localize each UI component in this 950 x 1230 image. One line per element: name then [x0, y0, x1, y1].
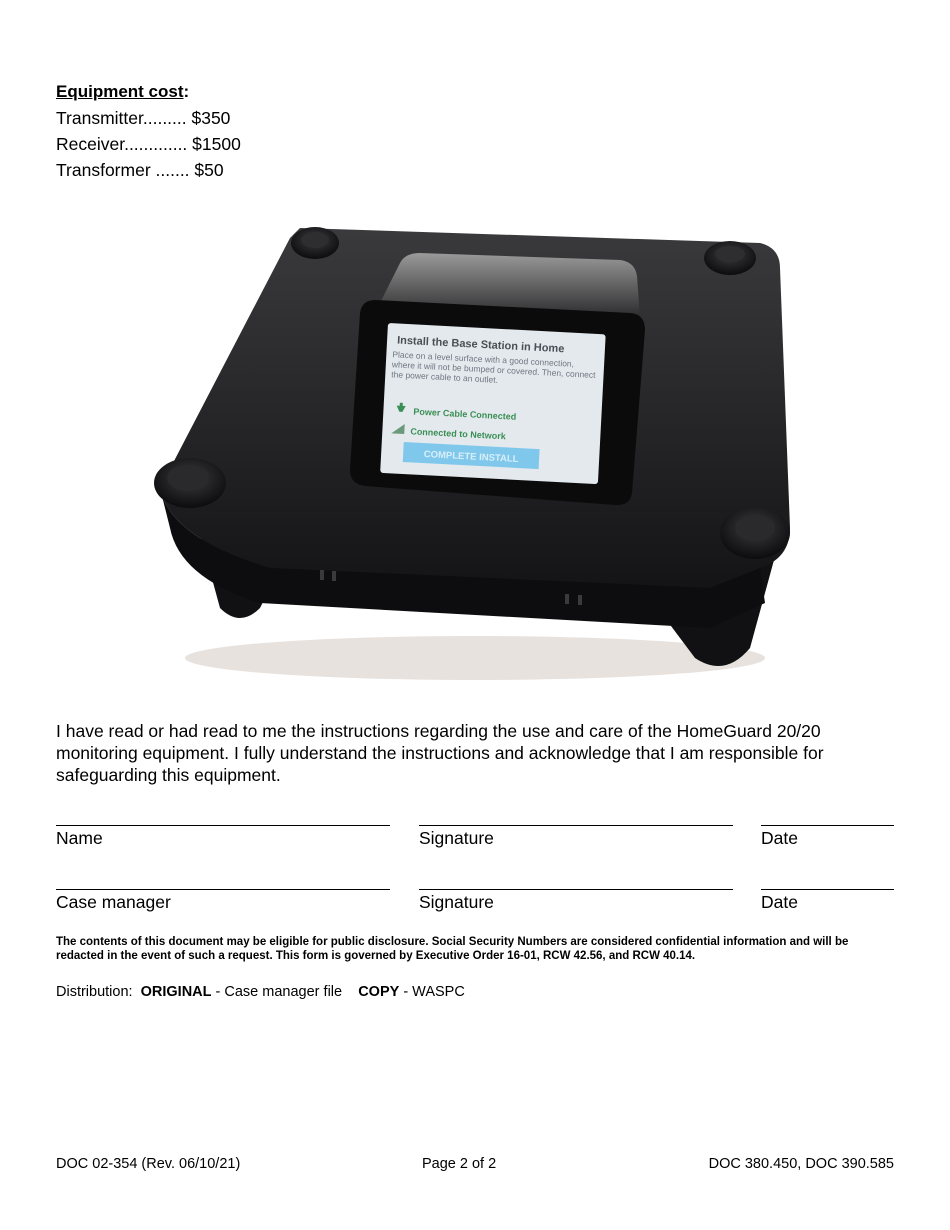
screen-title: Install the Base Station in Home: [396, 334, 565, 356]
name-line[interactable]: [56, 825, 390, 826]
distribution-line: Distribution: ORIGINAL - Case manager file COPY - WASPC: [56, 984, 465, 1000]
name-label: Name: [56, 828, 103, 848]
case-manager-signature-line[interactable]: [419, 889, 733, 890]
date-label: Date: [761, 828, 798, 848]
status-network: Connected to Network: [410, 426, 507, 442]
status-power: Power Cable Connected: [413, 406, 517, 422]
foot-bumper-top-right: [704, 241, 756, 275]
signature-line[interactable]: [419, 825, 733, 826]
signature-label: Signature: [419, 828, 494, 848]
base-station-photo: [150, 208, 800, 688]
equipment-cost-heading: Equipment cost:: [56, 82, 190, 101]
case-manager-label: Case manager: [56, 892, 171, 912]
case-manager-signature-label: Signature: [419, 892, 494, 912]
svg-text:COMPLETE INSTALL: COMPLETE INSTALL: [423, 449, 519, 466]
screen-body: Place on a level surface with a good connection, where it will not be bumped or covered. Then, connect the power cable to an outlet.: [391, 349, 596, 385]
public-disclosure-notice: The contents of this document may be eligible for public disclosure. Social Security Numbers are considered confidential information and will be redacted in the event of such a request. This form is governed by Executive Order 16-01, RCW 42.56, and RCW 40.14.: [56, 936, 849, 962]
footer-form-number: DOC 02-354 (Rev. 06/10/21): [56, 1156, 241, 1172]
case-manager-line[interactable]: [56, 889, 390, 890]
foot-bumper-top-left: [291, 227, 339, 259]
case-manager-date-label: Date: [761, 892, 798, 912]
footer-page-number: Page 2 of 2: [422, 1156, 497, 1172]
footer-references: DOC 380.450, DOC 390.585: [708, 1156, 894, 1172]
acknowledgement-statement: I have read or had read to me the instructions regarding the use and care of the HomeGuard 20/20 monitoring equipment. I fully understand the instructions and acknowledge that I am responsible for safeguarding this equipment.: [56, 721, 824, 785]
cost-line-transformer: Transformer ....... $50: [56, 160, 224, 180]
cost-line-receiver: Receiver............. $1500: [56, 134, 241, 154]
cost-line-transmitter: Transmitter......... $350: [56, 108, 231, 128]
date-line[interactable]: [761, 825, 894, 826]
case-manager-date-line[interactable]: [761, 889, 894, 890]
foot-bumper-bottom-right: [720, 507, 790, 559]
foot-bumper-bottom-left: [154, 458, 226, 508]
